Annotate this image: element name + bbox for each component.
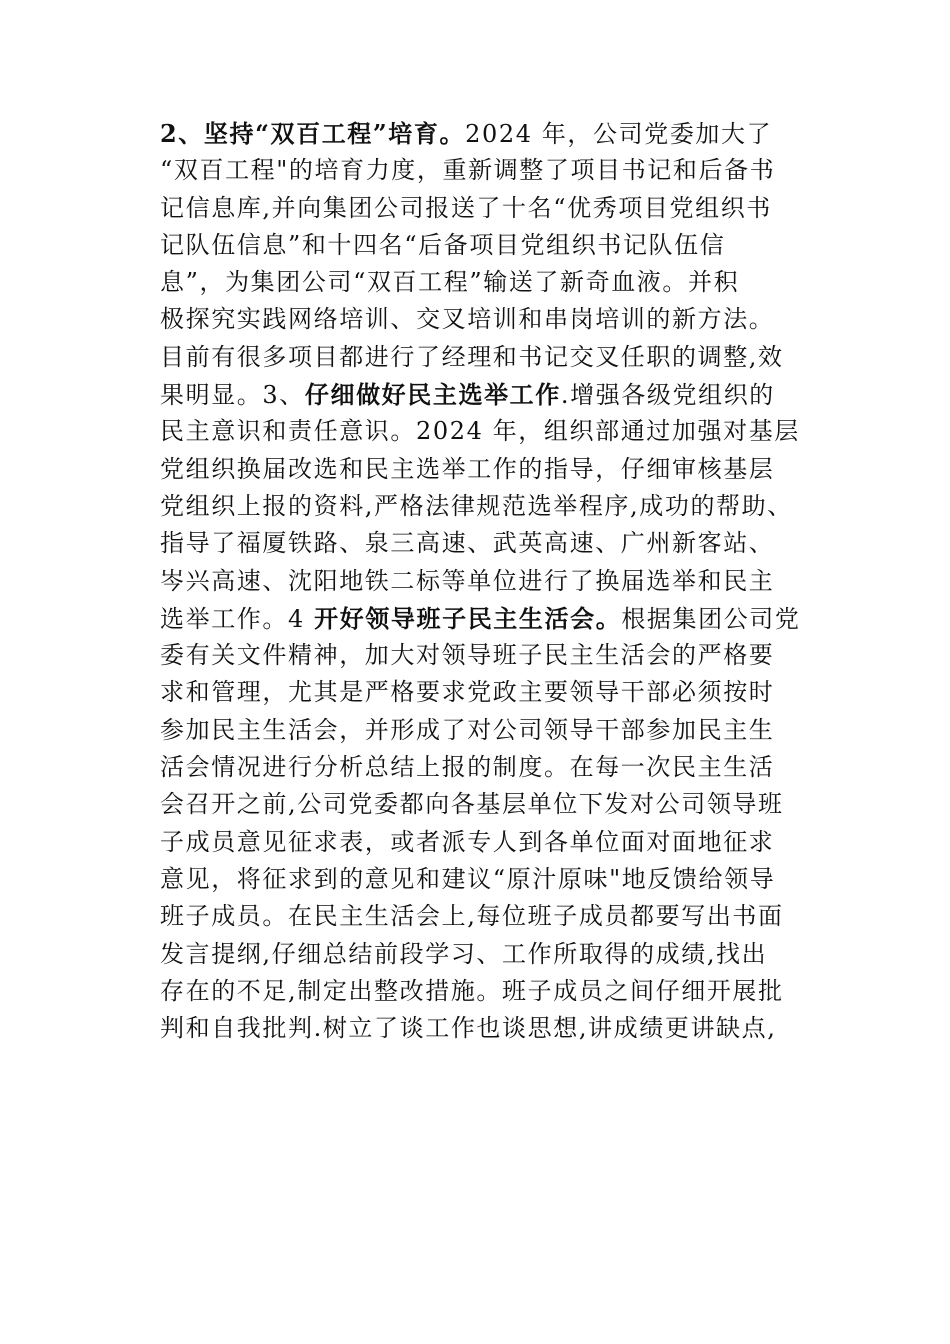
body-text-segment: 意见，将征求到的意见和建议“原汁原味"地反馈给领导 <box>160 864 776 893</box>
text-line <box>160 376 840 413</box>
text-line <box>160 1010 840 1047</box>
text-line <box>160 674 840 711</box>
body-text-segment: 民主意识和责任意识。2024 年，组织部通过加强对基层 <box>160 417 800 446</box>
body-text-segment: 记信息库,并向集团公司报送了十名“优秀项目党组织书 <box>160 193 772 222</box>
text-line <box>160 563 840 600</box>
text-line <box>160 301 840 338</box>
body-text-segment: 子成员意见征求表，或者派专人到各单位面对面地征求 <box>160 827 775 856</box>
text-line <box>160 190 840 227</box>
body-text-segment: 极探究实践网络培训、交叉培训和串岗培训的新方法。 <box>160 305 775 334</box>
text-line <box>160 227 840 264</box>
text-line <box>160 339 840 376</box>
text-line <box>160 152 840 189</box>
text-line <box>160 600 840 637</box>
text-line <box>160 413 840 450</box>
body-text-segment: 委有关文件精神，加大对领导班子民主生活会的严格要 <box>160 641 775 670</box>
body-text-segment: 果明显。3、 <box>160 381 305 410</box>
text-line <box>160 264 840 301</box>
body-text-segment: 根据集团公司党 <box>621 604 801 633</box>
body-text-segment: 选举工作。4 <box>160 604 315 633</box>
text-line <box>160 749 840 786</box>
text-line <box>160 936 840 973</box>
body-text <box>160 115 840 1047</box>
body-text-segment: 党组织换届改选和民主选举工作的指导，仔细审核基层 <box>160 454 775 483</box>
body-text-segment: 活会情况进行分析总结上报的制度。在每一次民主生活 <box>160 753 775 782</box>
body-text-segment: 指导了福厦铁路、泉三高速、武英高速、广州新客站、 <box>160 529 775 558</box>
body-text-segment: 岑兴高速、沈阳地铁二标等单位进行了换届选举和民主 <box>160 566 775 595</box>
text-line <box>160 451 840 488</box>
body-text-segment: 参加民主生活会，并形成了对公司领导干部参加民主生 <box>160 715 775 744</box>
body-text-segment: 会召开之前,公司党委都向各基层单位下发对公司领导班 <box>160 790 784 819</box>
text-line <box>160 637 840 674</box>
body-text-segment: 2024 年，公司党委加大了 <box>465 120 773 148</box>
body-text-segment: 记队伍信息”和十四名“后备项目党组织书记队伍信 <box>160 230 726 259</box>
bold-heading-text: 2、坚持“双百工程”培育。 <box>160 119 466 148</box>
text-line <box>160 525 840 562</box>
body-text-segment: 息”，为集团公司“双百工程”输送了新奇血液。并积 <box>160 268 740 297</box>
text-line <box>160 786 840 823</box>
body-text-segment: “双百工程"的培育力度，重新调整了项目书记和后备书 <box>160 156 776 185</box>
body-text-segment: 班子成员。在民主生活会上,每位班子成员都要写出书面 <box>160 902 784 931</box>
text-line <box>160 898 840 935</box>
text-line <box>160 488 840 525</box>
body-text-segment: 目前有很多项目都进行了经理和书记交叉任职的调整,效 <box>160 342 784 371</box>
text-line <box>160 861 840 898</box>
body-text-segment: 发言提纲,仔细总结前段学习、工作所取得的成绩,找出 <box>160 939 768 968</box>
text-line <box>160 973 840 1010</box>
body-text-segment: 存在的不足,制定出整改措施。班子成员之间仔细开展批 <box>160 976 784 1005</box>
body-text-segment: 判和自我批判.树立了谈工作也谈思想,讲成绩更讲缺点, <box>160 1014 777 1043</box>
bold-heading-text: 开好领导班子民主生活会。 <box>314 603 622 633</box>
body-text-segment: 求和管理，尤其是严格要求党政主要领导干部必须按时 <box>160 678 775 707</box>
bold-heading-text: 仔细做好民主选举工作 <box>304 380 561 410</box>
body-text-segment: .增强各级党组织的 <box>560 381 775 410</box>
text-line <box>160 824 840 861</box>
text-line <box>160 115 840 152</box>
text-line <box>160 712 840 749</box>
body-text-segment: 党组织上报的资料,严格法律规范选举程序,成功的帮助、 <box>160 491 793 520</box>
